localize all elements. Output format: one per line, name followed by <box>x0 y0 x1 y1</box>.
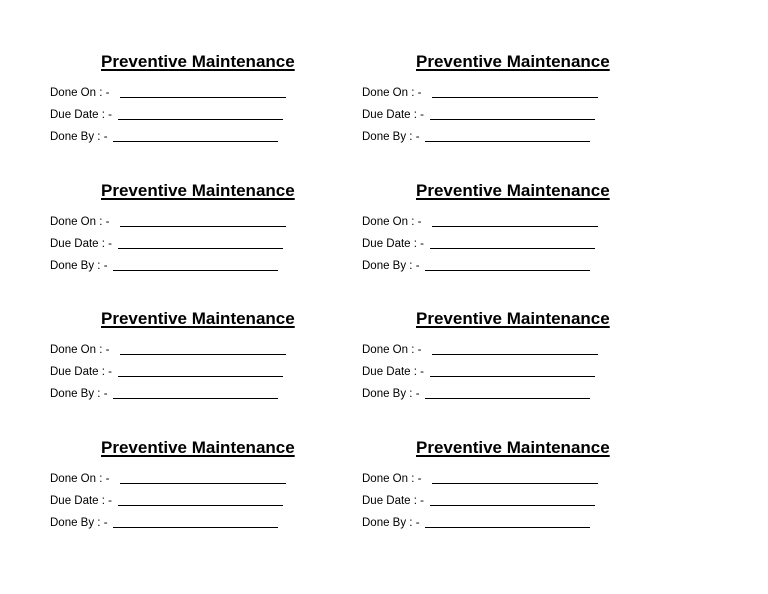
done-by-field <box>50 129 108 145</box>
done-by-label: Done By : - <box>50 388 108 400</box>
done-on-label: Done On : - <box>362 473 422 485</box>
due-date-label: Due Date : - <box>50 238 112 250</box>
due-date-label: Due Date : - <box>362 495 424 507</box>
done-by-field <box>362 258 420 274</box>
done-by-blank-line[interactable] <box>425 527 590 528</box>
done-by-field <box>50 386 108 402</box>
done-by-field <box>50 515 108 531</box>
done-on-field <box>50 471 109 487</box>
done-on-field <box>50 85 109 101</box>
maintenance-label-card <box>362 309 662 419</box>
done-on-label: Done On : - <box>362 216 422 228</box>
done-on-field <box>362 214 421 230</box>
done-by-blank-line[interactable] <box>425 141 590 142</box>
due-date-field <box>362 364 424 380</box>
done-on-field <box>362 342 421 358</box>
due-date-blank-line[interactable] <box>430 505 595 506</box>
done-on-field <box>50 214 109 230</box>
done-by-blank-line[interactable] <box>425 398 590 399</box>
done-on-label: Done On : - <box>50 473 110 485</box>
card-title: Preventive Maintenance <box>416 438 610 457</box>
done-by-label: Done By : - <box>50 260 108 272</box>
done-on-field <box>362 85 421 101</box>
done-on-field <box>50 342 109 358</box>
due-date-label: Due Date : - <box>362 238 424 250</box>
done-by-label: Done By : - <box>362 388 420 400</box>
maintenance-label-card <box>50 181 350 291</box>
done-by-blank-line[interactable] <box>113 270 278 271</box>
done-on-blank-line[interactable] <box>120 354 286 355</box>
due-date-blank-line[interactable] <box>118 376 283 377</box>
done-by-label: Done By : - <box>362 131 420 143</box>
card-title: Preventive Maintenance <box>101 181 295 200</box>
done-on-blank-line[interactable] <box>432 97 598 98</box>
due-date-field <box>50 364 112 380</box>
due-date-blank-line[interactable] <box>118 119 283 120</box>
done-by-label: Done By : - <box>362 260 420 272</box>
done-by-field <box>362 129 420 145</box>
card-title: Preventive Maintenance <box>416 309 610 328</box>
due-date-blank-line[interactable] <box>118 505 283 506</box>
done-on-label: Done On : - <box>362 344 422 356</box>
due-date-field <box>362 236 424 252</box>
done-on-blank-line[interactable] <box>432 354 598 355</box>
due-date-blank-line[interactable] <box>430 119 595 120</box>
card-title: Preventive Maintenance <box>416 181 610 200</box>
done-by-label: Done By : - <box>362 517 420 529</box>
done-by-blank-line[interactable] <box>425 270 590 271</box>
done-by-label: Done By : - <box>50 517 108 529</box>
maintenance-label-card <box>50 52 350 162</box>
done-on-label: Done On : - <box>50 87 110 99</box>
done-on-blank-line[interactable] <box>120 226 286 227</box>
done-on-label: Done On : - <box>50 216 110 228</box>
done-by-blank-line[interactable] <box>113 398 278 399</box>
due-date-field <box>362 493 424 509</box>
done-on-blank-line[interactable] <box>432 226 598 227</box>
due-date-label: Due Date : - <box>50 109 112 121</box>
due-date-blank-line[interactable] <box>430 376 595 377</box>
due-date-field <box>50 236 112 252</box>
due-date-label: Due Date : - <box>362 366 424 378</box>
done-by-blank-line[interactable] <box>113 527 278 528</box>
done-on-label: Done On : - <box>50 344 110 356</box>
due-date-blank-line[interactable] <box>118 248 283 249</box>
due-date-blank-line[interactable] <box>430 248 595 249</box>
done-on-blank-line[interactable] <box>120 483 286 484</box>
due-date-label: Due Date : - <box>50 495 112 507</box>
done-on-blank-line[interactable] <box>120 97 286 98</box>
done-by-blank-line[interactable] <box>113 141 278 142</box>
maintenance-label-card <box>50 438 350 548</box>
done-on-label: Done On : - <box>362 87 422 99</box>
due-date-field <box>50 107 112 123</box>
card-title: Preventive Maintenance <box>101 52 295 71</box>
due-date-field <box>50 493 112 509</box>
card-title: Preventive Maintenance <box>101 438 295 457</box>
done-on-field <box>362 471 421 487</box>
due-date-field <box>362 107 424 123</box>
maintenance-label-card <box>362 438 662 548</box>
card-title: Preventive Maintenance <box>101 309 295 328</box>
done-by-field <box>362 386 420 402</box>
due-date-label: Due Date : - <box>50 366 112 378</box>
due-date-label: Due Date : - <box>362 109 424 121</box>
done-by-field <box>362 515 420 531</box>
maintenance-label-card <box>50 309 350 419</box>
card-title: Preventive Maintenance <box>416 52 610 71</box>
maintenance-label-card <box>362 52 662 162</box>
done-by-field <box>50 258 108 274</box>
done-by-label: Done By : - <box>50 131 108 143</box>
done-on-blank-line[interactable] <box>432 483 598 484</box>
maintenance-label-card <box>362 181 662 291</box>
